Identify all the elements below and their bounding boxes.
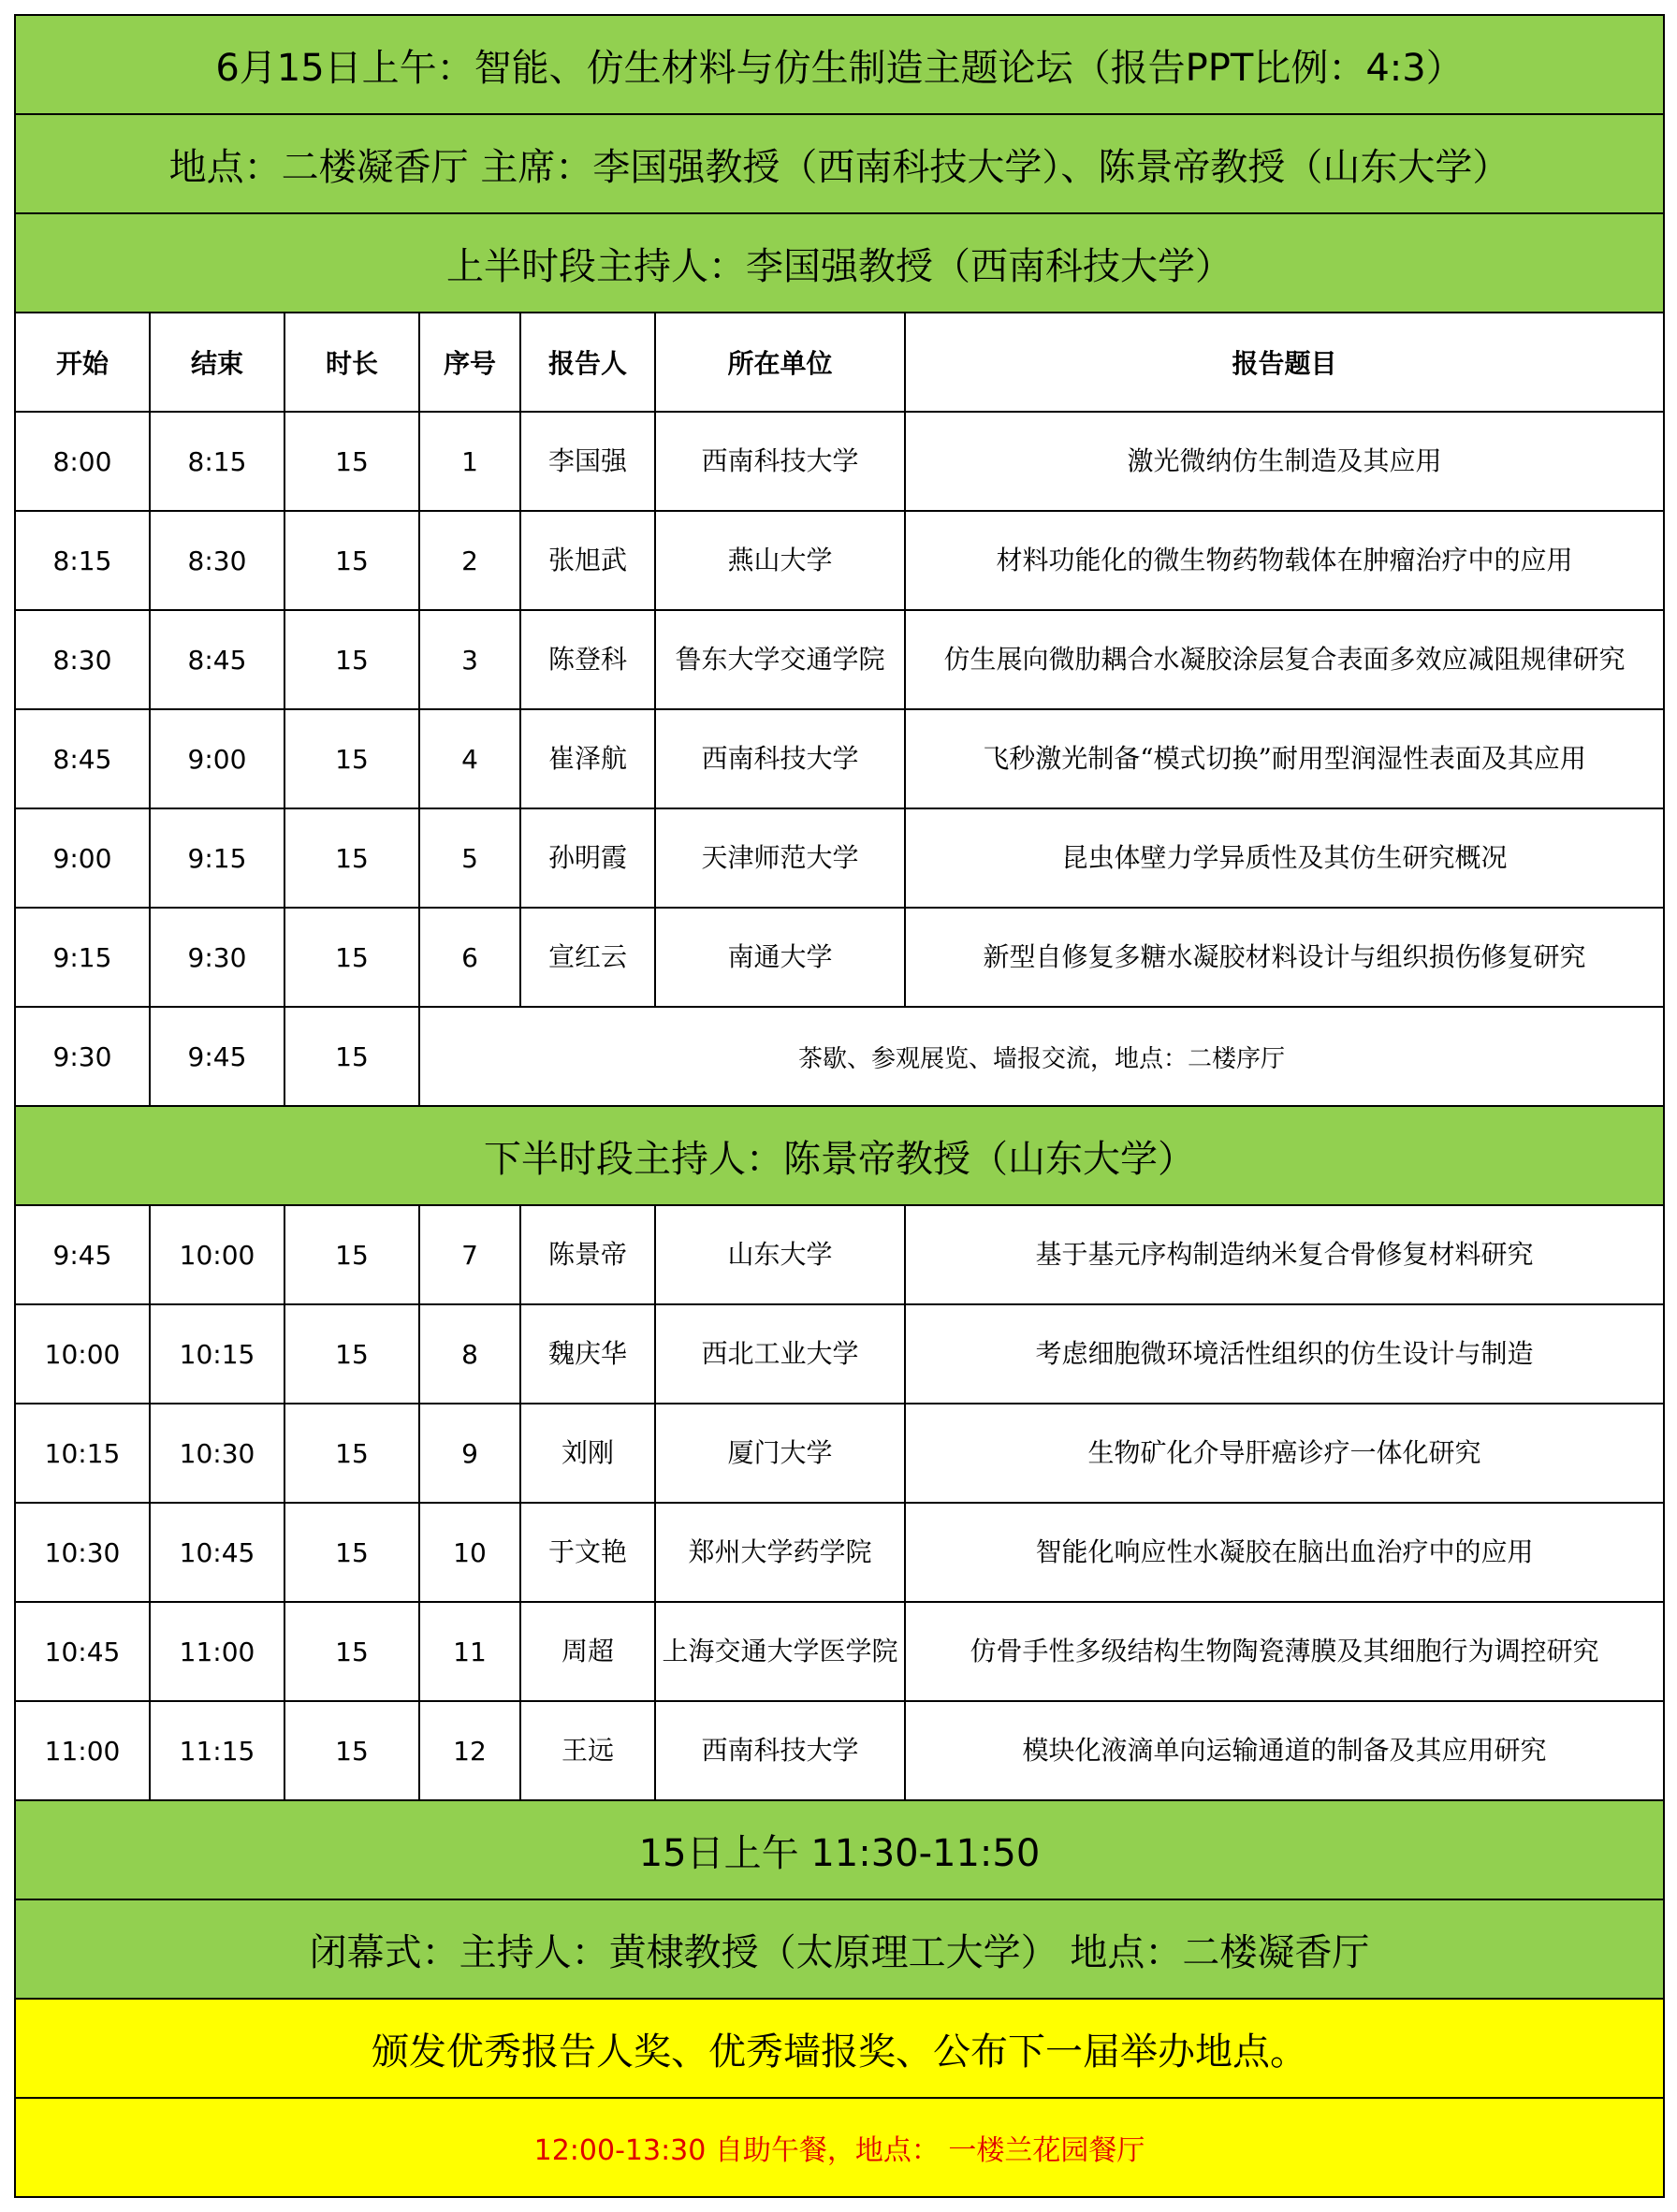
duration: 15	[284, 412, 419, 511]
col-end: 结束	[150, 313, 284, 412]
speaker-name: 宣红云	[520, 908, 655, 1007]
talk-title: 基于基元序构制造纳米复合骨修复材料研究	[905, 1205, 1664, 1304]
talk-title: 生物矿化介导肝癌诊疗一体化研究	[905, 1404, 1664, 1503]
speaker-name: 王远	[520, 1701, 655, 1800]
duration: 15	[284, 1602, 419, 1701]
talk-number: 8	[419, 1304, 520, 1404]
speaker-name: 魏庆华	[520, 1304, 655, 1404]
end-time: 10:30	[150, 1404, 284, 1503]
talk-number: 4	[419, 709, 520, 808]
start-time: 9:00	[15, 808, 150, 908]
affiliation: 鲁东大学交通学院	[655, 610, 905, 709]
affiliation: 燕山大学	[655, 511, 905, 610]
duration: 15	[284, 1503, 419, 1602]
start-time: 9:15	[15, 908, 150, 1007]
break-duration: 15	[284, 1007, 419, 1106]
duration: 15	[284, 908, 419, 1007]
start-time: 8:00	[15, 412, 150, 511]
end-time: 10:45	[150, 1503, 284, 1602]
start-time: 10:30	[15, 1503, 150, 1602]
start-time: 8:45	[15, 709, 150, 808]
affiliation: 山东大学	[655, 1205, 905, 1304]
table-row	[15, 1205, 1664, 1304]
col-unit: 所在单位	[655, 313, 905, 412]
talk-title: 考虑细胞微环境活性组织的仿生设计与制造	[905, 1304, 1664, 1404]
talk-title: 模块化液滴单向运输通道的制备及其应用研究	[905, 1701, 1664, 1800]
schedule-table	[14, 14, 1665, 2198]
closing-ceremony: 闭幕式：主持人：黄棣教授（太原理工大学） 地点：二楼凝香厅	[15, 1899, 1664, 1999]
start-time: 10:45	[15, 1602, 150, 1701]
col-number: 序号	[419, 313, 520, 412]
table-row	[15, 1503, 1664, 1602]
duration: 15	[284, 511, 419, 610]
affiliation: 郑州大学药学院	[655, 1503, 905, 1602]
start-time: 8:15	[15, 511, 150, 610]
end-time: 9:15	[150, 808, 284, 908]
break-start: 9:30	[15, 1007, 150, 1106]
end-time: 10:00	[150, 1205, 284, 1304]
speaker-name: 孙明霞	[520, 808, 655, 908]
end-time: 8:15	[150, 412, 284, 511]
talk-title: 仿生展向微肋耦合水凝胶涂层复合表面多效应减阻规律研究	[905, 610, 1664, 709]
speaker-name: 李国强	[520, 412, 655, 511]
end-time: 9:00	[150, 709, 284, 808]
start-time: 9:45	[15, 1205, 150, 1304]
duration: 15	[284, 808, 419, 908]
affiliation: 西南科技大学	[655, 1701, 905, 1800]
start-time: 10:15	[15, 1404, 150, 1503]
start-time: 8:30	[15, 610, 150, 709]
speaker-name: 刘刚	[520, 1404, 655, 1503]
host-first-half: 上半时段主持人：李国强教授（西南科技大学）	[15, 213, 1664, 313]
duration: 15	[284, 709, 419, 808]
column-header-row	[15, 313, 1664, 412]
speaker-name: 张旭武	[520, 511, 655, 610]
talk-number: 2	[419, 511, 520, 610]
talk-number: 10	[419, 1503, 520, 1602]
end-time: 8:45	[150, 610, 284, 709]
affiliation: 天津师范大学	[655, 808, 905, 908]
host-second-half: 下半时段主持人：陈景帝教授（山东大学）	[15, 1106, 1664, 1205]
table-row	[15, 1404, 1664, 1503]
table-row	[15, 808, 1664, 908]
forum-title: 6月15日上午：智能、仿生材料与仿生制造主题论坛（报告PPT比例：4:3）	[15, 15, 1664, 114]
awards-notice: 颁发优秀报告人奖、优秀墙报奖、公布下一届举办地点。	[15, 1999, 1664, 2098]
duration: 15	[284, 1404, 419, 1503]
talk-number: 7	[419, 1205, 520, 1304]
speaker-name: 陈登科	[520, 610, 655, 709]
talk-number: 6	[419, 908, 520, 1007]
speaker-name: 周超	[520, 1602, 655, 1701]
venue-chairs: 地点：二楼凝香厅 主席：李国强教授（西南科技大学）、陈景帝教授（山东大学）	[15, 114, 1664, 213]
table-row	[15, 1701, 1664, 1800]
talk-title: 昆虫体壁力学异质性及其仿生研究概况	[905, 808, 1664, 908]
talk-title: 飞秒激光制备“模式切换”耐用型润湿性表面及其应用	[905, 709, 1664, 808]
table-row	[15, 511, 1664, 610]
end-time: 9:30	[150, 908, 284, 1007]
affiliation: 厦门大学	[655, 1404, 905, 1503]
affiliation: 西南科技大学	[655, 412, 905, 511]
talk-number: 5	[419, 808, 520, 908]
affiliation: 南通大学	[655, 908, 905, 1007]
end-time: 8:30	[150, 511, 284, 610]
duration: 15	[284, 610, 419, 709]
talk-title: 材料功能化的微生物药物载体在肿瘤治疗中的应用	[905, 511, 1664, 610]
table-row	[15, 610, 1664, 709]
table-row	[15, 412, 1664, 511]
break-info: 茶歇、参观展览、墙报交流，地点：二楼序厅	[419, 1007, 1664, 1106]
speaker-name: 陈景帝	[520, 1205, 655, 1304]
duration: 15	[284, 1304, 419, 1404]
talk-title: 智能化响应性水凝胶在脑出血治疗中的应用	[905, 1503, 1664, 1602]
end-time: 11:15	[150, 1701, 284, 1800]
duration: 15	[284, 1701, 419, 1800]
talk-number: 1	[419, 412, 520, 511]
speaker-name: 崔泽航	[520, 709, 655, 808]
end-time: 10:15	[150, 1304, 284, 1404]
col-topic: 报告题目	[905, 313, 1664, 412]
start-time: 11:00	[15, 1701, 150, 1800]
start-time: 10:00	[15, 1304, 150, 1404]
affiliation: 西南科技大学	[655, 709, 905, 808]
talk-number: 3	[419, 610, 520, 709]
table-row	[15, 1304, 1664, 1404]
col-duration: 时长	[284, 313, 419, 412]
end-time: 11:00	[150, 1602, 284, 1701]
affiliation: 西北工业大学	[655, 1304, 905, 1404]
lunch-notice: 12:00-13:30 自助午餐，地点： 一楼兰花园餐厅	[15, 2098, 1664, 2197]
duration: 15	[284, 1205, 419, 1304]
talk-number: 9	[419, 1404, 520, 1503]
affiliation: 上海交通大学医学院	[655, 1602, 905, 1701]
col-speaker: 报告人	[520, 313, 655, 412]
talk-title: 仿骨手性多级结构生物陶瓷薄膜及其细胞行为调控研究	[905, 1602, 1664, 1701]
break-end: 9:45	[150, 1007, 284, 1106]
talk-title: 新型自修复多糖水凝胶材料设计与组织损伤修复研究	[905, 908, 1664, 1007]
talk-title: 激光微纳仿生制造及其应用	[905, 412, 1664, 511]
closing-time: 15日上午 11:30-11:50	[15, 1800, 1664, 1899]
table-row	[15, 1602, 1664, 1701]
break-row	[15, 1007, 1664, 1106]
table-row	[15, 908, 1664, 1007]
col-start: 开始	[15, 313, 150, 412]
table-row	[15, 709, 1664, 808]
talk-number: 12	[419, 1701, 520, 1800]
speaker-name: 于文艳	[520, 1503, 655, 1602]
talk-number: 11	[419, 1602, 520, 1701]
